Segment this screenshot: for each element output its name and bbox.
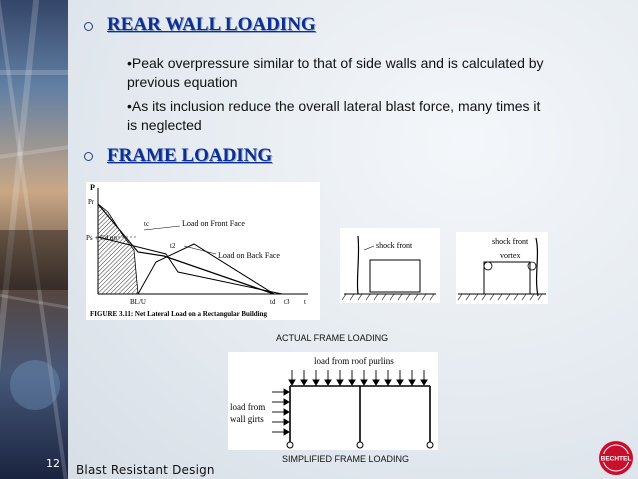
ps-label: Ps + Cd qo xyxy=(86,234,117,242)
bullet-circle-icon xyxy=(84,152,93,161)
heading-frame-loading: FRAME LOADING xyxy=(107,145,273,166)
slide-number: 12 xyxy=(46,457,60,470)
front-face-label: Load on Front Face xyxy=(182,219,245,228)
actual-frame-caption: ACTUAL FRAME LOADING xyxy=(276,333,389,343)
bullet-circle-icon xyxy=(84,22,93,31)
heading-rear-wall-loading: REAR WALL LOADING xyxy=(107,14,316,35)
svg-text:BECHTEL: BECHTEL xyxy=(600,455,632,463)
simplified-frame-caption: SIMPLIFIED FRAME LOADING xyxy=(282,454,410,464)
footer-title: Blast Resistant Design xyxy=(76,463,215,477)
shock-front-label: shock front xyxy=(376,241,413,250)
back-face-label: Load on Back Face xyxy=(218,251,280,260)
vortex-label: vortex xyxy=(500,251,521,260)
td-label: td xyxy=(270,298,276,306)
roof-load-label: load from roof purlins xyxy=(314,356,394,366)
figure-caption: FIGURE 3.11: Net Lateral Load on a Rectangular Building xyxy=(90,310,268,318)
tc-label: tc xyxy=(144,220,150,228)
net-load-figure xyxy=(86,182,320,320)
t-label: t xyxy=(304,298,306,306)
pr-label: Pr xyxy=(88,198,95,206)
simplified-frame-figure xyxy=(228,352,438,450)
bullet-text: •As its inclusion reduce the overall lateral blast force, many times it xyxy=(127,98,541,114)
bl-label: BL/U xyxy=(130,298,146,306)
bullet-text: •Peak overpressure similar to that of side walls and is calculated by xyxy=(127,55,544,71)
bullet-text: previous equation xyxy=(127,74,238,90)
shock-front-figure xyxy=(340,228,440,303)
decorative-photo-strip xyxy=(0,0,68,479)
t2-label: t2 xyxy=(170,242,176,250)
bullet-text: is neglected xyxy=(127,117,202,133)
axis-p-label: P xyxy=(90,183,95,192)
shock-front-label: shock front xyxy=(492,237,529,246)
wall-load-label: load from xyxy=(230,402,266,412)
shock-vortex-figure xyxy=(456,232,548,304)
wall-load-label: wall girts xyxy=(230,414,264,424)
bechtel-logo xyxy=(598,440,634,476)
t3-label: t3 xyxy=(284,298,290,306)
